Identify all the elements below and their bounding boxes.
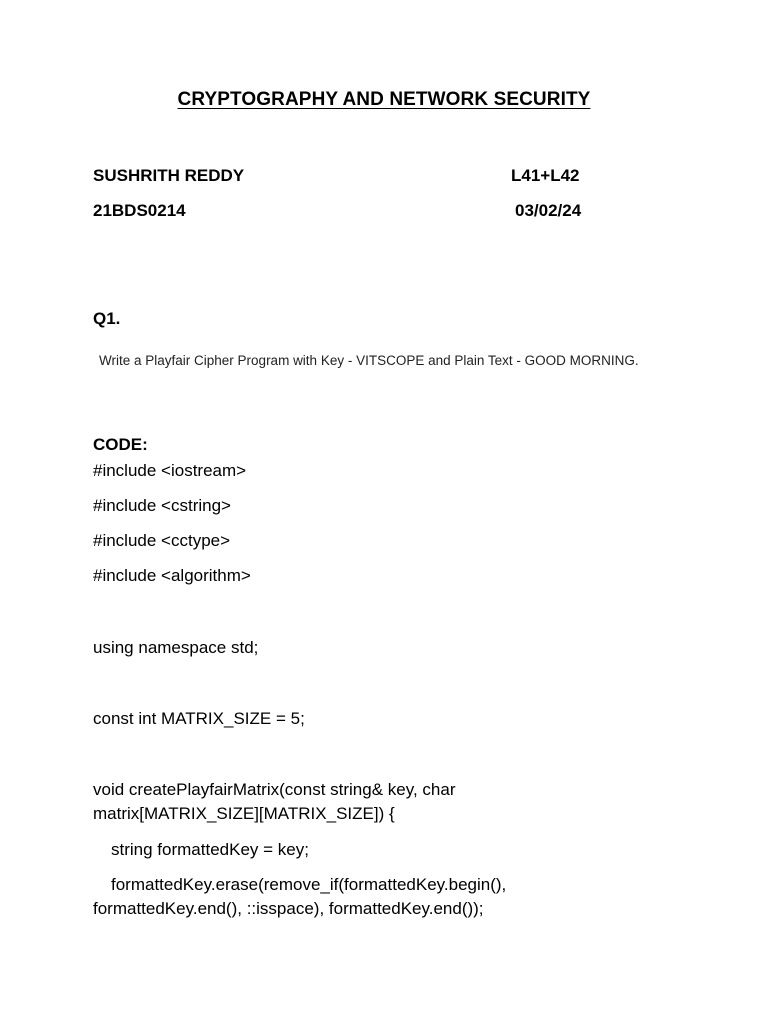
code-label: CODE: (93, 435, 148, 454)
lab-slot: L41+L42 (511, 166, 580, 185)
document-title: CRYPTOGRAPHY AND NETWORK SECURITY (177, 89, 591, 110)
code-line: #include <iostream> (93, 461, 247, 480)
code-line: #include <algorithm> (93, 566, 251, 585)
student-name: SUSHRITH REDDY (93, 166, 245, 185)
code-line: const int MATRIX_SIZE = 5; (93, 709, 305, 728)
code-line: #include <cstring> (93, 496, 231, 515)
registration-number: 21BDS0214 (93, 201, 186, 220)
submission-date: 03/02/24 (515, 201, 582, 220)
code-line: using namespace std; (93, 638, 259, 657)
code-line: formattedKey.erase(remove_if(formattedKey.begin(), formattedKey.end(), ::isspace), formattedKey.end()); (93, 875, 507, 918)
code-line: string formattedKey = key; (111, 840, 309, 859)
question-label: Q1. (93, 309, 121, 328)
question-text: Write a Playfair Cipher Program with Key - VITSCOPE and Plain Text - GOOD MORNING. (99, 353, 639, 368)
code-line: #include <cctype> (93, 531, 231, 550)
code-line: void createPlayfairMatrix(const string& key, char matrix[MATRIX_SIZE][MATRIX_SIZE]) { (93, 780, 456, 823)
